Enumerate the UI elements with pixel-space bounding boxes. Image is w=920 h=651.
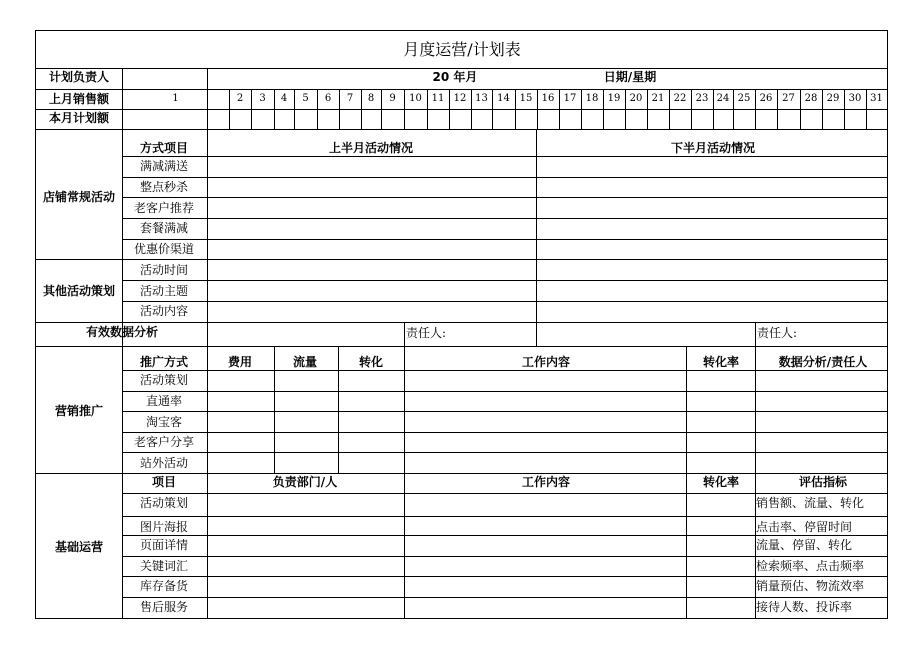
grid-line (625, 89, 626, 129)
grid-line (122, 156, 887, 157)
department-header: 负责部门/人 (272, 475, 338, 489)
day-number: 17 (563, 93, 577, 104)
grid-line (122, 68, 123, 618)
grid-line (691, 89, 692, 129)
first-half-month-header: 上半月活动情况 (328, 141, 414, 155)
second-half-month-header: 下半月活动情况 (670, 141, 756, 155)
grid-line (122, 301, 887, 302)
grid-line (122, 493, 887, 494)
day-number: 29 (826, 93, 840, 104)
grid-line (338, 346, 339, 473)
basic-item-header: 项目 (151, 475, 177, 489)
day-number: 6 (324, 93, 332, 104)
day-number: 8 (367, 93, 375, 104)
grid-line (122, 391, 887, 392)
day-number: 7 (346, 93, 354, 104)
basic-item-label: 图片海报 (139, 520, 189, 534)
analysis-owner-header: 数据分析/责任人 (778, 355, 868, 369)
grid-line (515, 89, 516, 129)
metric-text: 点击率、停留时间 (756, 520, 853, 534)
grid-line (492, 89, 493, 129)
grid-line (404, 346, 405, 473)
grid-line (36, 322, 887, 323)
grid-line (36, 109, 887, 110)
day-number: 28 (804, 93, 818, 104)
marketing-item-label: 老客户分享 (133, 435, 195, 449)
day-number: 23 (695, 93, 709, 104)
day-number: 5 (302, 93, 309, 104)
grid-line (713, 89, 714, 129)
basic-ops-section-label: 基础运营 (54, 540, 104, 554)
grid-line (755, 322, 756, 346)
marketing-item-label: 淘宝客 (145, 415, 183, 429)
marketing-item-label: 直通率 (145, 394, 183, 408)
promotion-method-header: 推广方式 (139, 355, 189, 369)
grid-line (207, 473, 208, 618)
grid-line (777, 89, 778, 129)
day-number: 14 (497, 93, 510, 104)
page-title: 月度运营/计划表 (403, 40, 521, 59)
grid-line (36, 68, 887, 69)
day-number: 10 (409, 93, 422, 104)
day-number: 11 (431, 93, 445, 104)
grid-line (122, 452, 887, 453)
day-number: 12 (453, 93, 467, 104)
grid-line (686, 346, 687, 473)
traffic-header: 流量 (292, 355, 318, 369)
grid-line (317, 89, 318, 129)
grid-line (122, 411, 887, 412)
grid-line (647, 89, 648, 129)
day-number: 31 (870, 93, 883, 104)
plan-owner-label: 计划负责人 (48, 70, 110, 84)
marketing-item-label: 活动策划 (139, 373, 189, 387)
grid-line (603, 89, 604, 129)
grid-line (122, 197, 887, 198)
grid-line (274, 346, 275, 473)
grid-line (537, 89, 538, 129)
date-weekday-label: 日期/星期 (603, 70, 657, 84)
grid-line (581, 89, 582, 129)
basic-work-content-header: 工作内容 (521, 475, 571, 489)
day-number: 21 (651, 93, 665, 104)
grid-line (122, 516, 887, 517)
day-number: 20 (629, 93, 643, 104)
grid-line (822, 89, 823, 129)
basic-item-label: 页面详情 (139, 538, 189, 552)
grid-line (207, 68, 208, 346)
grid-line (404, 473, 405, 618)
grid-line (339, 89, 340, 129)
grid-line (755, 346, 756, 473)
grid-line (404, 89, 405, 129)
day-number: 4 (280, 93, 288, 104)
responsible-person-label: 责任人: (757, 326, 798, 340)
grid-line (122, 535, 887, 536)
basic-item-label: 活动策划 (139, 496, 189, 510)
day-number: 9 (389, 93, 396, 104)
grid-line (381, 89, 382, 129)
grid-line (122, 218, 887, 219)
grid-line (800, 89, 801, 129)
grid-line (122, 556, 887, 557)
grid-line (866, 89, 867, 129)
grid-line (427, 89, 428, 129)
data-analysis-label: 有效数据分析 (85, 325, 159, 339)
day-number: 27 (782, 93, 795, 104)
basic-item-label: 库存备货 (139, 579, 189, 593)
work-content-header: 工作内容 (521, 355, 571, 369)
last-month-sales-label: 上月销售额 (48, 92, 110, 106)
grid-line (844, 89, 845, 129)
other-item-label: 活动时间 (139, 263, 189, 277)
day-number: 25 (737, 93, 751, 104)
store-item-label: 整点秒杀 (139, 180, 189, 194)
grid-line (449, 89, 450, 129)
grid-line (122, 597, 887, 598)
grid-line (36, 129, 887, 130)
year-month-label: 20 年月 (432, 70, 478, 84)
store-activities-section-label: 店铺常规活动 (42, 190, 116, 204)
metric-text: 检索频率、点击频率 (756, 559, 865, 573)
day-number: 26 (759, 93, 773, 104)
grid-line (361, 89, 362, 129)
day-number: 1 (172, 93, 179, 104)
day-number: 30 (848, 93, 862, 104)
conversion-header: 转化 (358, 355, 384, 369)
grid-line (122, 576, 887, 577)
basic-item-label: 关键词汇 (139, 559, 189, 573)
store-item-label: 老客户推荐 (133, 201, 195, 215)
other-activities-section-label: 其他活动策划 (42, 284, 116, 298)
this-month-plan-label: 本月计划额 (48, 111, 110, 125)
grid-line (122, 280, 887, 281)
day-number: 18 (585, 93, 599, 104)
basic-item-label: 售后服务 (139, 600, 189, 614)
grid-line (36, 89, 887, 90)
day-number: 16 (541, 93, 555, 104)
store-method-header: 方式项目 (139, 141, 189, 155)
grid-line (536, 129, 537, 346)
store-item-label: 套餐满减 (139, 221, 189, 235)
grid-line (122, 432, 887, 433)
metric-text: 接待人数、投诉率 (756, 600, 853, 614)
day-number: 13 (475, 93, 488, 104)
grid-line (36, 346, 887, 347)
day-number: 15 (519, 93, 533, 104)
grid-line (122, 370, 887, 371)
metric-text: 流量、停留、转化 (756, 538, 853, 552)
grid-line (274, 89, 275, 129)
day-number: 3 (259, 93, 266, 104)
grid-line (36, 259, 887, 260)
marketing-item-label: 站外活动 (139, 456, 189, 470)
grid-line (251, 89, 252, 129)
grid-line (755, 89, 756, 129)
store-item-label: 优惠价渠道 (133, 242, 195, 256)
grid-line (122, 239, 887, 240)
grid-line (669, 89, 670, 129)
cost-header: 费用 (227, 355, 253, 369)
grid-line (36, 473, 887, 474)
grid-line (559, 89, 560, 129)
day-number: 24 (716, 93, 730, 104)
other-item-label: 活动内容 (139, 304, 189, 318)
marketing-section-label: 营销推广 (54, 404, 104, 418)
metric-text: 销量预估、物流效率 (756, 579, 865, 593)
store-item-label: 满减满送 (139, 159, 189, 173)
day-number: 22 (673, 93, 687, 104)
grid-line (122, 177, 887, 178)
grid-line (229, 89, 230, 129)
conversion-rate-header: 转化率 (702, 355, 740, 369)
grid-line (207, 346, 208, 473)
grid-line (471, 89, 472, 129)
monthly-operation-plan-sheet (35, 30, 888, 619)
day-number: 2 (236, 93, 244, 104)
basic-conversion-rate-header: 转化率 (702, 475, 740, 489)
evaluation-metrics-header: 评估指标 (798, 475, 848, 489)
grid-line (733, 89, 734, 129)
grid-line (404, 322, 405, 346)
other-item-label: 活动主题 (139, 284, 189, 298)
responsible-person-label: 责任人: (406, 326, 447, 340)
grid-line (294, 89, 295, 129)
grid-line (686, 473, 687, 618)
day-number: 19 (607, 93, 621, 104)
metric-text: 销售额、流量、转化 (756, 496, 865, 510)
